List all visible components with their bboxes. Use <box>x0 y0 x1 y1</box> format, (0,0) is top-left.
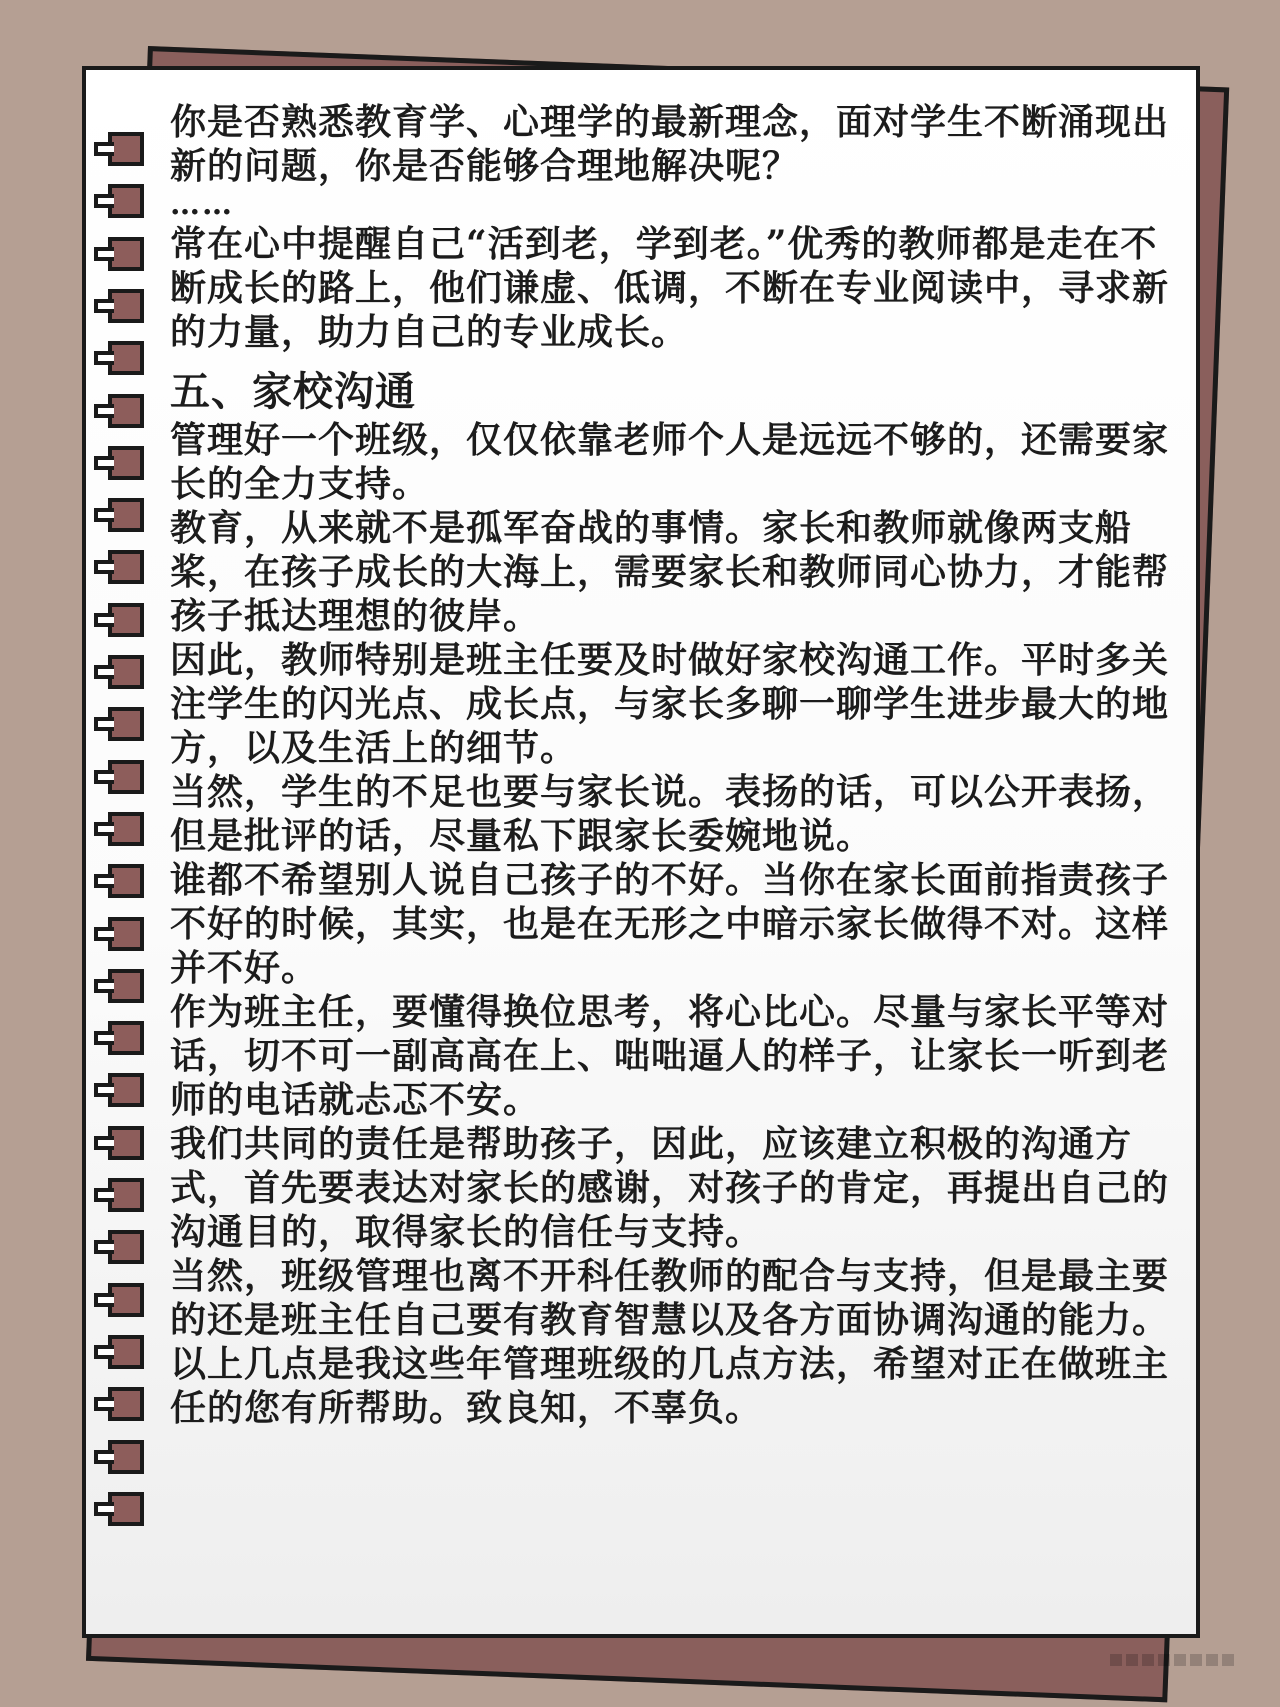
binder-ring <box>102 603 146 637</box>
paragraph: 管理好一个班级，仅仅依靠老师个人是远远不够的，还需要家长的全力支持。 <box>170 419 1170 505</box>
binder-ring <box>102 1021 146 1055</box>
paragraph: 作为班主任，要懂得换位思考，将心比心。尽量与家长平等对话，切不可一副高高在上、咄咄逼人的样子，让家长一听到老师的电话就忐忑不安。 <box>170 991 1170 1121</box>
binder-ring <box>102 1283 146 1317</box>
binder-ring <box>102 655 146 689</box>
paragraph: 以上几点是我这些年管理班级的几点方法，希望对正在做班主任的您有所帮助。致良知，不辜负。 <box>170 1343 1170 1429</box>
ring-hook <box>94 665 114 679</box>
ring-hook <box>94 404 114 418</box>
ring-hook <box>94 1136 114 1150</box>
ring-hook <box>94 822 114 836</box>
binder-ring <box>102 917 146 951</box>
binder-ring <box>102 1230 146 1264</box>
binder-ring <box>102 1335 146 1369</box>
ring-hook <box>94 247 114 261</box>
ring-hook <box>94 351 114 365</box>
paragraph-intro-question: 你是否熟悉教育学、心理学的最新理念，面对学生不断涌现出新的问题，你是否能够合理地解决呢？ <box>170 101 1170 187</box>
paragraph: 我们共同的责任是帮助孩子，因此，应该建立积极的沟通方式，首先要表达对家长的感谢，对孩子的肯定，再提出自己的沟通目的，取得家长的信任与支持。 <box>170 1123 1170 1253</box>
ring-hook <box>94 770 114 784</box>
ring-hook <box>94 1397 114 1411</box>
binder-ring <box>102 341 146 375</box>
binder-ring <box>102 1492 146 1526</box>
binder-ring <box>102 707 146 741</box>
ring-hook <box>94 508 114 522</box>
ring-hook <box>94 717 114 731</box>
binder-ring <box>102 550 146 584</box>
ring-hook <box>94 1083 114 1097</box>
ring-hook <box>94 979 114 993</box>
ring-hook <box>94 1240 114 1254</box>
paragraph: 谁都不希望别人说自己孩子的不好。当你在家长面前指责孩子不好的时候，其实，也是在无形之中暗示家长做得不对。这样并不好。 <box>170 859 1170 989</box>
binder-ring <box>102 864 146 898</box>
binder-ring <box>102 446 146 480</box>
binder-ring <box>102 760 146 794</box>
paragraph: 当然，学生的不足也要与家长说。表扬的话，可以公开表扬，但是批评的话，尽量私下跟家长委婉地说。 <box>170 771 1170 857</box>
ring-hook <box>94 1345 114 1359</box>
binder-ring <box>102 1440 146 1474</box>
ring-hook <box>94 456 114 470</box>
ring-hook <box>94 613 114 627</box>
ring-hook <box>94 560 114 574</box>
binder-ring <box>102 184 146 218</box>
paragraph-lifelong-learning: 常在心中提醒自己“活到老，学到老。”优秀的教师都是走在不断成长的路上，他们谦虚、低调，不断在专业阅读中，寻求新的力量，助力自己的专业成长。 <box>170 223 1170 353</box>
binder-ring <box>102 812 146 846</box>
ring-hook <box>94 1502 114 1516</box>
ring-hook <box>94 1031 114 1045</box>
ellipsis-text: …… <box>170 187 234 222</box>
ring-hook <box>94 874 114 888</box>
binder-ring <box>102 289 146 323</box>
binder-ring <box>102 1387 146 1421</box>
ring-hook <box>94 927 114 941</box>
binder-rings <box>96 0 156 1707</box>
ring-hook <box>94 194 114 208</box>
ring-hook <box>94 299 114 313</box>
paragraph: 因此，教师特别是班主任要及时做好家校沟通工作。平时多关注学生的闪光点、成长点，与家长多聊一聊学生进步最大的地方，以及生活上的细节。 <box>170 639 1170 769</box>
watermark-dots <box>1110 1650 1250 1670</box>
binder-ring <box>102 394 146 428</box>
section-title: 五、家校沟通 <box>170 368 416 415</box>
paragraph: 教育，从来就不是孤军奋战的事情。家长和教师就像两支船桨，在孩子成长的大海上，需要家长和教师同心协力，才能帮孩子抵达理想的彼岸。 <box>170 507 1170 637</box>
ring-hook <box>94 142 114 156</box>
ring-hook <box>94 1450 114 1464</box>
binder-ring <box>102 1126 146 1160</box>
ring-hook <box>94 1188 114 1202</box>
binder-ring <box>102 132 146 166</box>
binder-ring <box>102 498 146 532</box>
article-content <box>170 100 1180 1430</box>
binder-ring <box>102 1073 146 1107</box>
binder-ring <box>102 237 146 271</box>
paragraph: 当然，班级管理也离不开科任教师的配合与支持，但是最主要的还是班主任自己要有教育智慧以及各方面协调沟通的能力。 <box>170 1255 1170 1341</box>
binder-ring <box>102 1178 146 1212</box>
binder-ring <box>102 969 146 1003</box>
ring-hook <box>94 1293 114 1307</box>
